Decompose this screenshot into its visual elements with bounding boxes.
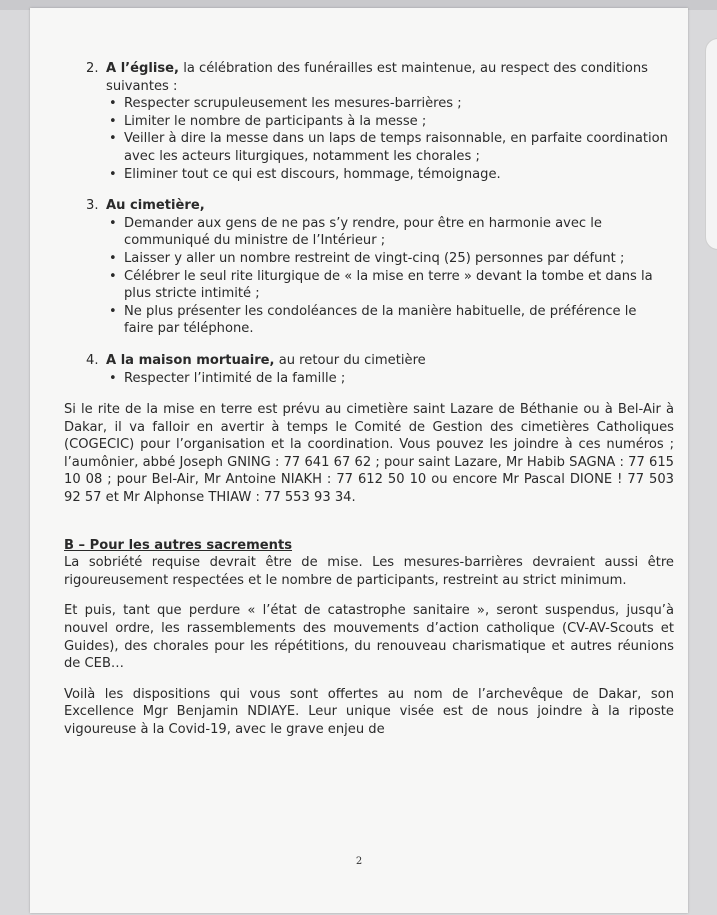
section-b-heading: B – Pour les autres sacrements	[64, 537, 293, 553]
section-intro: la célébration des funérailles est maintenue, au respect des conditions suivantes :	[106, 61, 649, 94]
list-item: • Célébrer le seul rite liturgique de « la mise en terre » devant la tombe et dans la plus stricte intimité ;	[109, 268, 653, 302]
section-heading	[86, 60, 668, 95]
section-maison-mortuaire	[86, 352, 668, 387]
list-item: • Laisser y aller un nombre restreint de vingt-cinq (25) personnes par défunt ;	[109, 250, 625, 266]
list-item: • Veiller à dire la messe dans un laps de temps raisonnable, en parfaite coordination avec les acteurs liturgiques, notamment les chorales ;	[109, 131, 668, 164]
bullet-icon: •	[109, 370, 117, 386]
section-title: A l’église,	[106, 61, 180, 76]
bullet-icon: •	[109, 131, 117, 147]
document-page	[30, 8, 688, 913]
bullet-icon: •	[109, 166, 117, 182]
list-item: • Limiter le nombre de participants à la messe ;	[109, 113, 427, 129]
section-heading	[86, 197, 668, 215]
section-intro: au retour du cimetière	[274, 352, 426, 368]
bullet-list	[86, 95, 668, 183]
page-number: 2	[355, 856, 363, 867]
list-item: • Ne plus présenter les condoléances de la manière habituelle, de préférence le faire par téléphone.	[109, 303, 637, 337]
section-heading	[86, 352, 668, 370]
cemetery-contacts-paragraph: Si le rite de la mise en terre est prévu au cimetière saint Lazare de Béthanie ou à Bel-Air à Dakar, il va falloir en avertir à temps le Comité de Gestion des cimetières Catholiques (COGECIC) pour l’organisation et la coordination. Vous pouvez les joindre à ces numéros ; l’aumônier, abbé Joseph GNING : 77 641 67 62 ; pour saint Lazare, Mr Habib SAGNA : 77 615 10 08 ; pour Bel-Air, Mr Antoine NIAKH : 77 612 50 10 ou encore Mr Pascal DIONE ! 77 503 92 57 et Mr Alphonse THIAW : 77 553 93 34.	[64, 402, 674, 506]
paragraph-sobriete: La sobriété requise devrait être de mise. Les mesures-barrières devraient aussi être rigoureusement respectées et le nombre de participants, restreint au strict minimum.	[64, 555, 674, 588]
section-cimetiere	[86, 197, 668, 338]
section-number: 4.	[86, 352, 99, 368]
side-panel-tab[interactable]	[705, 38, 717, 250]
list-item: • Respecter scrupuleusement les mesures-barrières ;	[109, 96, 462, 112]
bullet-icon: •	[109, 215, 117, 231]
bullet-list	[86, 370, 668, 388]
section-number: 3.	[86, 198, 99, 214]
bullet-icon: •	[109, 268, 117, 284]
list-item: • Demander aux gens de ne pas s’y rendre, pour être en harmonie avec le communiqué du ministre de l’Intérieur ;	[109, 215, 602, 249]
bullet-icon: •	[109, 250, 117, 266]
section-title: Au cimetière,	[106, 198, 205, 214]
bullet-icon: •	[109, 113, 117, 129]
section-number: 2.	[86, 61, 99, 76]
section-title: A la maison mortuaire,	[106, 352, 275, 368]
bullet-icon: •	[109, 96, 117, 112]
paragraph-dispositions: Voilà les dispositions qui vous sont offertes au nom de l’archevêque de Dakar, son Excellence Mgr Benjamin NDIAYE. Leur unique visée est de nous joindre à la riposte vigoureuse à la Covid-19, avec le grave enjeu de	[64, 686, 674, 737]
paragraph-suspensions: Et puis, tant que perdure « l’état de catastrophe sanitaire », seront suspendus, jusqu’à nouvel ordre, les rassemblements des mouvements d’action catholique (CV-AV-Scouts et Guides), des chorales pour les répétitions, du renouveau charismatique et autres réunions de CEB…	[64, 603, 674, 672]
list-item: • Respecter l’intimité de la famille ;	[109, 370, 346, 386]
document-content	[64, 60, 674, 739]
bullet-list	[86, 215, 668, 338]
list-item: • Eliminer tout ce qui est discours, hommage, témoignage.	[109, 166, 501, 182]
bullet-icon: •	[109, 303, 117, 319]
section-eglise	[86, 60, 668, 183]
body-text	[64, 401, 674, 739]
